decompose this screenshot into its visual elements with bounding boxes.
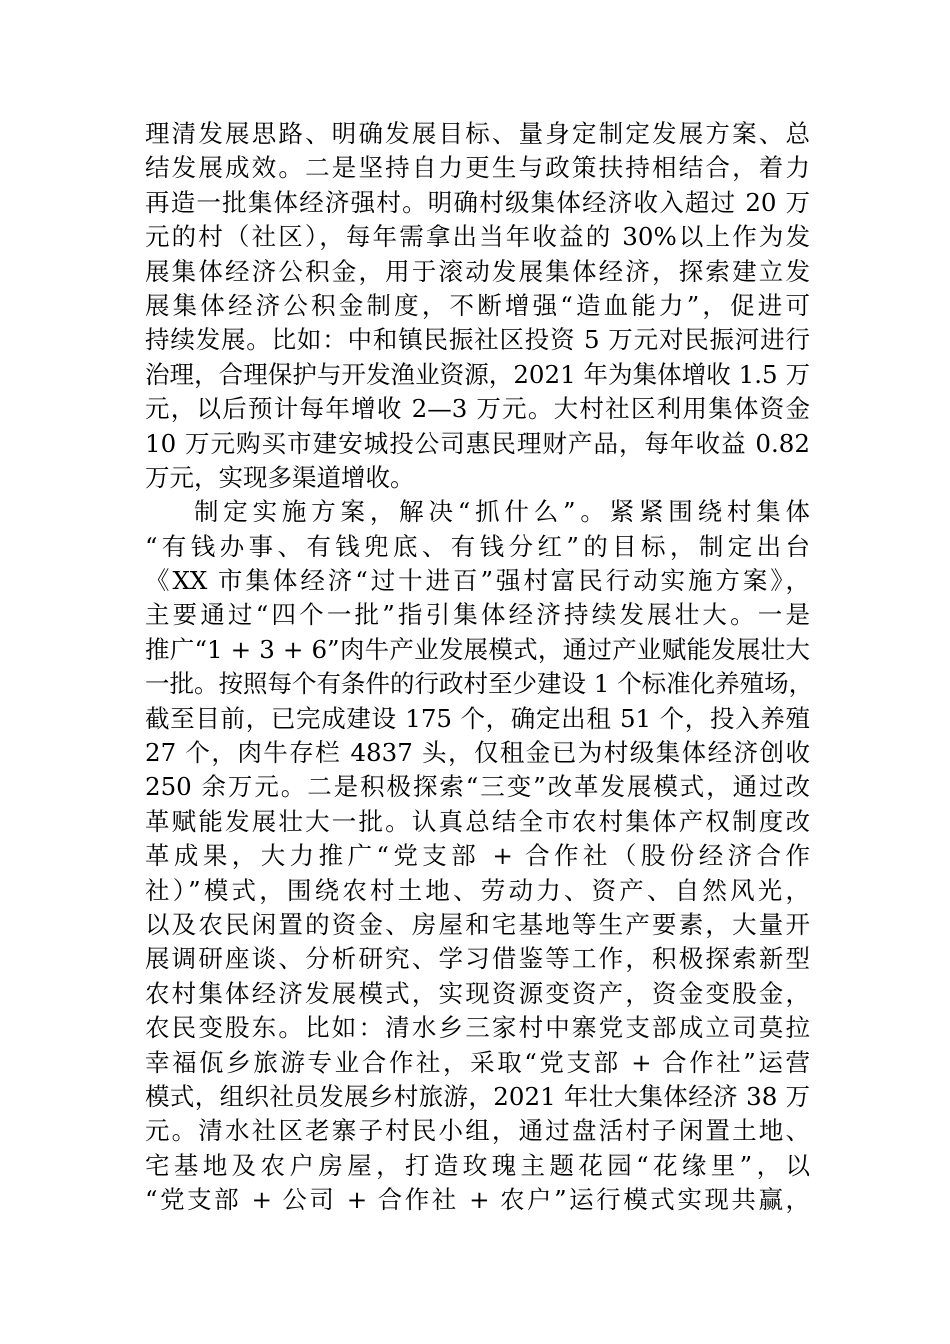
text-line: 宅基地及农户房屋，打造玫瑰主题花园“花缘里”，以	[145, 1150, 810, 1180]
text-line: 革成果，大力推广“党支部 + 合作社（股份经济合作	[145, 841, 810, 871]
text-line: 一批。按照每个有条件的行政村至少建设 1 个标准化养殖场，	[145, 669, 814, 699]
text-line: 展集体经济公积金制度，不断增强“造血能力”，促进可	[145, 290, 810, 320]
text-line: 10 万元购买市建安城投公司惠民理财产品，每年收益 0.82	[145, 428, 810, 458]
text-line: 社）”模式，围绕农村土地、劳动力、资产、自然风光，	[145, 875, 810, 905]
paragraph-first-line: 制定实施方案，解决“抓什么”。紧紧围绕村集体	[194, 497, 810, 527]
text-line: 理清发展思路、明确发展目标、量身定制定发展方案、总	[145, 119, 810, 148]
text-line: 元。清水社区老寨子村民小组，通过盘活村子闲置土地、	[145, 1116, 810, 1146]
text-line: 元的村（社区），每年需拿出当年收益的 30%以上作为发	[145, 222, 810, 252]
text-line: 再造一批集体经济强村。明确村级集体经济收入超过 20 万	[145, 187, 810, 217]
text-line: 以及农民闲置的资金、房屋和宅基地等生产要素，大量开	[145, 909, 810, 939]
text-line: “党支部 + 公司 + 合作社 + 农户”运行模式实现共赢，	[145, 1185, 810, 1215]
text-line: 《XX 市集体经济“过十进百”强村富民行动实施方案》，	[145, 566, 810, 596]
text-line: 农村集体经济发展模式，实现资源变资产，资金变股金，	[145, 978, 810, 1008]
text-line: 革赋能发展壮大一批。认真总结全市农村集体产权制度改	[145, 806, 810, 836]
text-line: 农民变股东。比如：清水乡三家村中寨党支部成立司莫拉	[145, 1013, 810, 1043]
text-line: 250 余万元。二是积极探索“三变”改革发展模式，通过改	[145, 772, 810, 802]
text-line: 结发展成效。二是坚持自力更生与政策扶持相结合，着力	[145, 153, 810, 183]
text-line: 主要通过“四个一批”指引集体经济持续发展壮大。一是	[145, 600, 810, 630]
text-line: 模式，组织社员发展乡村旅游，2021 年壮大集体经济 38 万	[145, 1081, 810, 1111]
text-line: 元，以后预计每年增收 2—3 万元。大村社区利用集体资金	[145, 394, 810, 424]
body-text	[145, 117, 814, 1218]
text-line: 推广“1 + 3 + 6”肉牛产业发展模式，通过产业赋能发展壮大	[145, 634, 810, 664]
text-line: 展调研座谈、分析研究、学习借鉴等工作，积极探索新型	[145, 944, 810, 974]
text-line: 万元，实现多渠道增收。	[145, 462, 415, 492]
text-line: “有钱办事、有钱兜底、有钱分红”的目标，制定出台	[145, 531, 810, 561]
text-line: 截至目前，已完成建设 175 个，确定出租 51 个，投入养殖	[145, 703, 810, 733]
text-line: 展集体经济公积金，用于滚动发展集体经济，探索建立发	[145, 256, 810, 286]
text-line: 治理，合理保护与开发渔业资源，2021 年为集体增收 1.5 万	[145, 359, 810, 389]
text-line: 27 个，肉牛存栏 4837 头，仅租金已为村级集体经济创收	[145, 738, 810, 768]
text-line: 持续发展。比如：中和镇民振社区投资 5 万元对民振河进行	[145, 325, 810, 355]
text-line: 幸福佤乡旅游专业合作社，采取“党支部 + 合作社”运营	[145, 1047, 810, 1077]
